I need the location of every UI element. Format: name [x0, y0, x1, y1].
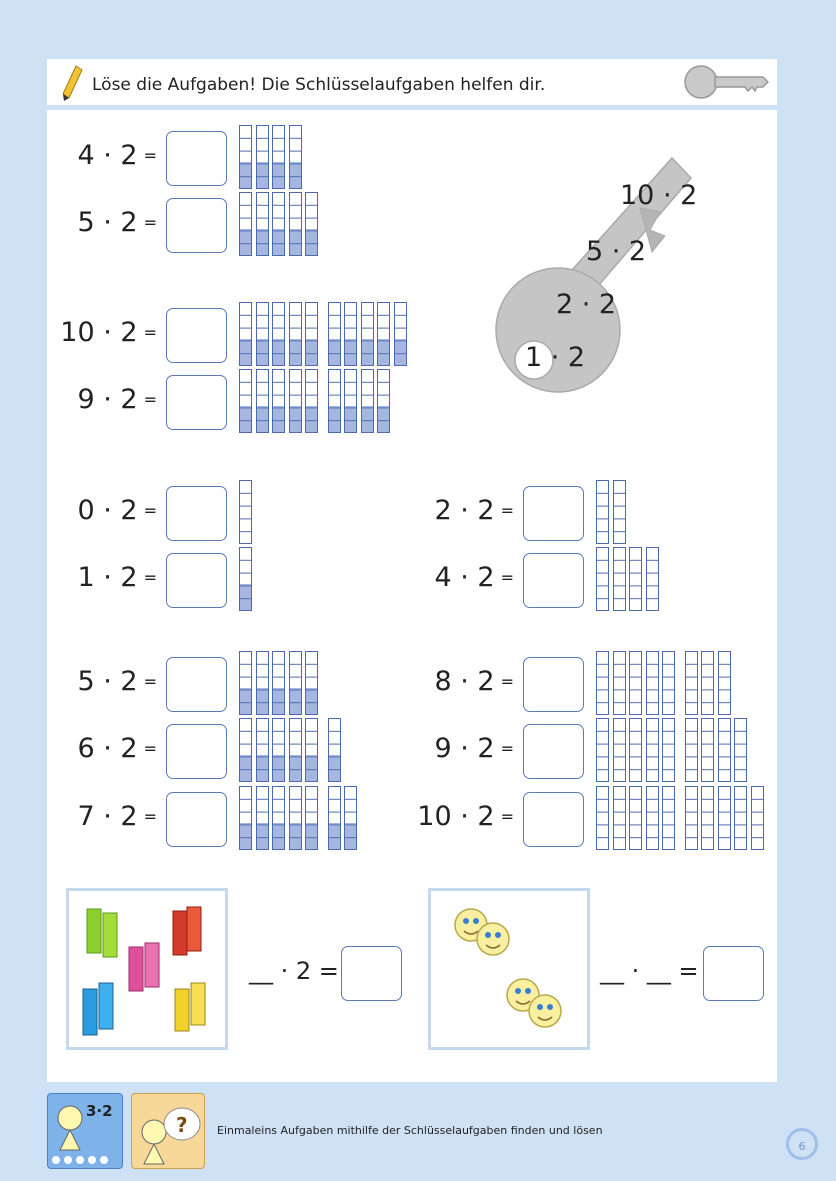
counting-bar: [596, 547, 609, 611]
answer-box[interactable]: [523, 724, 584, 779]
bar-fill: [240, 162, 251, 188]
pencil-icon: [60, 64, 84, 102]
equation-label: [374, 495, 514, 526]
equation-label: [374, 733, 514, 764]
counting-bar: [289, 786, 302, 850]
counting-bar: [718, 651, 731, 715]
counting-bar: [328, 369, 341, 433]
counting-bar: [239, 480, 252, 544]
equals-sign: =: [143, 323, 157, 342]
bar-fill: [273, 229, 284, 255]
equation-text: 4 · 2: [434, 562, 495, 593]
counting-bar: [239, 369, 252, 433]
picture-frame-faces: [428, 888, 590, 1050]
answer-box[interactable]: [166, 375, 227, 430]
answer-box[interactable]: [166, 486, 227, 541]
bar-fill: [306, 406, 317, 432]
counting-bar: [613, 718, 626, 782]
bar-fill: [290, 823, 301, 849]
key-task-1: 1 · 2: [525, 342, 586, 373]
counting-bar: [256, 302, 269, 366]
counting-bar: [646, 718, 659, 782]
counting-bar: [256, 192, 269, 256]
bar-fill: [362, 339, 373, 365]
counting-bar: [613, 547, 626, 611]
bar-fill: [257, 755, 268, 781]
counting-bar: [272, 302, 285, 366]
bar-fill: [345, 339, 356, 365]
counting-bar: [613, 651, 626, 715]
bar-fill: [306, 229, 317, 255]
equation-text: 9 · 2: [434, 733, 495, 764]
counting-bar: [734, 718, 747, 782]
counting-bar: [377, 369, 390, 433]
counting-bar: [718, 786, 731, 850]
bar-fill: [362, 406, 373, 432]
equals-sign: =: [143, 739, 157, 758]
bar-fill: [240, 823, 251, 849]
counting-bar: [344, 369, 357, 433]
counting-bar: [305, 651, 318, 715]
equals-sign: =: [143, 213, 157, 232]
counting-bar: [289, 651, 302, 715]
equation-text: 1 · 2: [77, 562, 138, 593]
counting-bar: [646, 547, 659, 611]
counting-bar: [289, 302, 302, 366]
counting-bar: [344, 786, 357, 850]
bar-fill: [378, 406, 389, 432]
equation-label: [374, 666, 514, 697]
bar-fill: [290, 162, 301, 188]
equals-sign: =: [143, 568, 157, 587]
equation-text: 2 · 2: [434, 495, 495, 526]
counting-bar: [361, 302, 374, 366]
bar-fill: [273, 162, 284, 188]
equals-sign: =: [143, 807, 157, 826]
bar-fill: [273, 688, 284, 714]
counting-bar: [272, 125, 285, 189]
bar-fill: [273, 823, 284, 849]
bar-fill: [290, 688, 301, 714]
equation-text: 10 · 2: [417, 801, 495, 832]
answer-box[interactable]: [523, 486, 584, 541]
bar-fill: [257, 688, 268, 714]
bar-fill: [257, 229, 268, 255]
counting-bar: [239, 718, 252, 782]
equation-text: 7 · 2: [77, 801, 138, 832]
bar-fill: [329, 339, 340, 365]
counting-bar: [596, 786, 609, 850]
counting-bar: [662, 786, 675, 850]
smiley-icon: [529, 995, 561, 1027]
equation-label: [17, 666, 157, 697]
equals-sign: =: [500, 501, 514, 520]
counting-bar: [289, 125, 302, 189]
bar-fill: [240, 229, 251, 255]
bar-fill: [240, 688, 251, 714]
counting-bar: [344, 302, 357, 366]
counting-bar: [305, 192, 318, 256]
counting-bar: [685, 718, 698, 782]
equals-sign: =: [143, 501, 157, 520]
counting-bar: [596, 651, 609, 715]
equation-label: [17, 495, 157, 526]
answer-box-faces[interactable]: [703, 946, 764, 1001]
faces-task-text: __ · __ =: [600, 957, 699, 985]
counting-bar: [256, 651, 269, 715]
counting-bar: [751, 786, 764, 850]
bar-fill: [345, 406, 356, 432]
counting-bar: [361, 369, 374, 433]
answer-box[interactable]: [166, 724, 227, 779]
svg-text:?: ?: [176, 1113, 188, 1137]
counting-bar: [629, 718, 642, 782]
instruction-text: Löse die Aufgaben! Die Schlüsselaufgaben helfen dir.: [92, 75, 546, 95]
counting-bar: [328, 718, 341, 782]
answer-box[interactable]: [523, 657, 584, 712]
counting-bar: [701, 718, 714, 782]
counting-bar: [239, 547, 252, 611]
equation-text: 10 · 2: [60, 317, 138, 348]
answer-box[interactable]: [166, 657, 227, 712]
bar-fill: [257, 823, 268, 849]
bar-fill: [240, 755, 251, 781]
answer-box[interactable]: [166, 198, 227, 253]
equation-text: 6 · 2: [77, 733, 138, 764]
counting-bar: [596, 480, 609, 544]
bar-fill: [378, 339, 389, 365]
thinking-child-icon: [132, 1094, 204, 1168]
counting-bar: [256, 786, 269, 850]
counting-bar: [596, 718, 609, 782]
bar-fill: [306, 755, 317, 781]
bar-fill: [395, 339, 406, 365]
counting-bar: [629, 547, 642, 611]
equation-label: [17, 801, 157, 832]
badge-text: 3·2: [86, 1102, 113, 1120]
equation-label: [17, 384, 157, 415]
picture-frame-blocks: [66, 888, 228, 1050]
equals-sign: =: [143, 390, 157, 409]
bar-fill: [240, 584, 251, 610]
green-rods: [87, 909, 117, 957]
answer-box[interactable]: [166, 308, 227, 363]
answer-box[interactable]: [523, 792, 584, 847]
counting-bar: [272, 718, 285, 782]
equation-text: 9 · 2: [77, 384, 138, 415]
answer-box[interactable]: [166, 553, 227, 608]
bar-fill: [240, 339, 251, 365]
counting-bar: [256, 718, 269, 782]
counting-bar: [328, 786, 341, 850]
counting-bar: [662, 651, 675, 715]
bar-fill: [306, 339, 317, 365]
bar-fill: [306, 823, 317, 849]
bar-fill: [273, 406, 284, 432]
counting-bar: [239, 786, 252, 850]
blocks-task-text: __ · 2 =: [249, 957, 339, 985]
equation-text: 0 · 2: [77, 495, 138, 526]
counting-bar: [256, 369, 269, 433]
counting-bar: [272, 651, 285, 715]
key-task-5: 5 · 2: [586, 236, 647, 267]
bar-fill: [306, 688, 317, 714]
smiley-faces-image: [431, 891, 587, 1047]
number-rods-image: [69, 891, 225, 1047]
equals-sign: =: [143, 146, 157, 165]
footer-description: Einmaleins Aufgaben mithilfe der Schlüsselaufgaben finden und lösen: [217, 1124, 603, 1137]
equation-text: 5 · 2: [77, 666, 138, 697]
counting-bar: [256, 125, 269, 189]
counting-bar: [613, 786, 626, 850]
equals-sign: =: [500, 672, 514, 691]
counting-bar: [289, 192, 302, 256]
counting-bar: [289, 718, 302, 782]
counting-bar: [305, 718, 318, 782]
equals-sign: =: [500, 739, 514, 758]
badge-times-table: [47, 1093, 123, 1169]
counting-bar: [328, 302, 341, 366]
answer-box-blocks[interactable]: [341, 946, 402, 1001]
counting-bar: [701, 651, 714, 715]
bar-fill: [257, 406, 268, 432]
answer-box[interactable]: [166, 131, 227, 186]
counting-bar: [629, 786, 642, 850]
equation-text: 4 · 2: [77, 140, 138, 171]
bar-fill: [329, 406, 340, 432]
equation-label: [17, 733, 157, 764]
counting-bar: [239, 125, 252, 189]
counting-bar: [701, 786, 714, 850]
answer-box[interactable]: [523, 553, 584, 608]
equation-text: 5 · 2: [77, 207, 138, 238]
counting-bar: [305, 302, 318, 366]
counting-bar: [613, 480, 626, 544]
counting-bar: [239, 192, 252, 256]
bar-fill: [273, 339, 284, 365]
equals-sign: =: [143, 672, 157, 691]
equation-label: [374, 801, 514, 832]
counting-bar: [629, 651, 642, 715]
counting-bar: [239, 651, 252, 715]
counting-bar: [662, 718, 675, 782]
counting-bar: [305, 786, 318, 850]
equals-sign: =: [500, 568, 514, 587]
counting-bar: [394, 302, 407, 366]
equation-label: [17, 140, 157, 171]
bar-fill: [240, 406, 251, 432]
bar-fill: [290, 339, 301, 365]
counting-bar: [272, 192, 285, 256]
counting-bar: [305, 369, 318, 433]
counting-bar: [377, 302, 390, 366]
bar-fill: [329, 823, 340, 849]
bar-fill: [273, 755, 284, 781]
key-task-10: 10 · 2: [620, 180, 698, 211]
counting-bar: [646, 786, 659, 850]
key-task-2: 2 · 2: [556, 289, 617, 320]
counting-bar: [289, 369, 302, 433]
badge-thinking: [131, 1093, 205, 1169]
equation-label: [17, 562, 157, 593]
smiley-icon: [477, 923, 509, 955]
key-icon: [683, 64, 769, 102]
counting-bar: [646, 651, 659, 715]
bar-fill: [345, 823, 356, 849]
equals-sign: =: [500, 807, 514, 826]
answer-box[interactable]: [166, 792, 227, 847]
counting-bar: [718, 718, 731, 782]
counting-bar: [734, 786, 747, 850]
bar-fill: [257, 162, 268, 188]
counting-bar: [685, 786, 698, 850]
equation-text: 8 · 2: [434, 666, 495, 697]
equation-label: [374, 562, 514, 593]
bar-fill: [290, 406, 301, 432]
bar-fill: [257, 339, 268, 365]
bar-fill: [329, 755, 340, 781]
bar-fill: [290, 755, 301, 781]
equation-label: [17, 207, 157, 238]
counting-bar: [239, 302, 252, 366]
counting-bar: [272, 369, 285, 433]
bar-fill: [290, 229, 301, 255]
counting-bar: [272, 786, 285, 850]
equation-label: [17, 317, 157, 348]
page-number: 6: [786, 1128, 818, 1160]
counting-bar: [685, 651, 698, 715]
